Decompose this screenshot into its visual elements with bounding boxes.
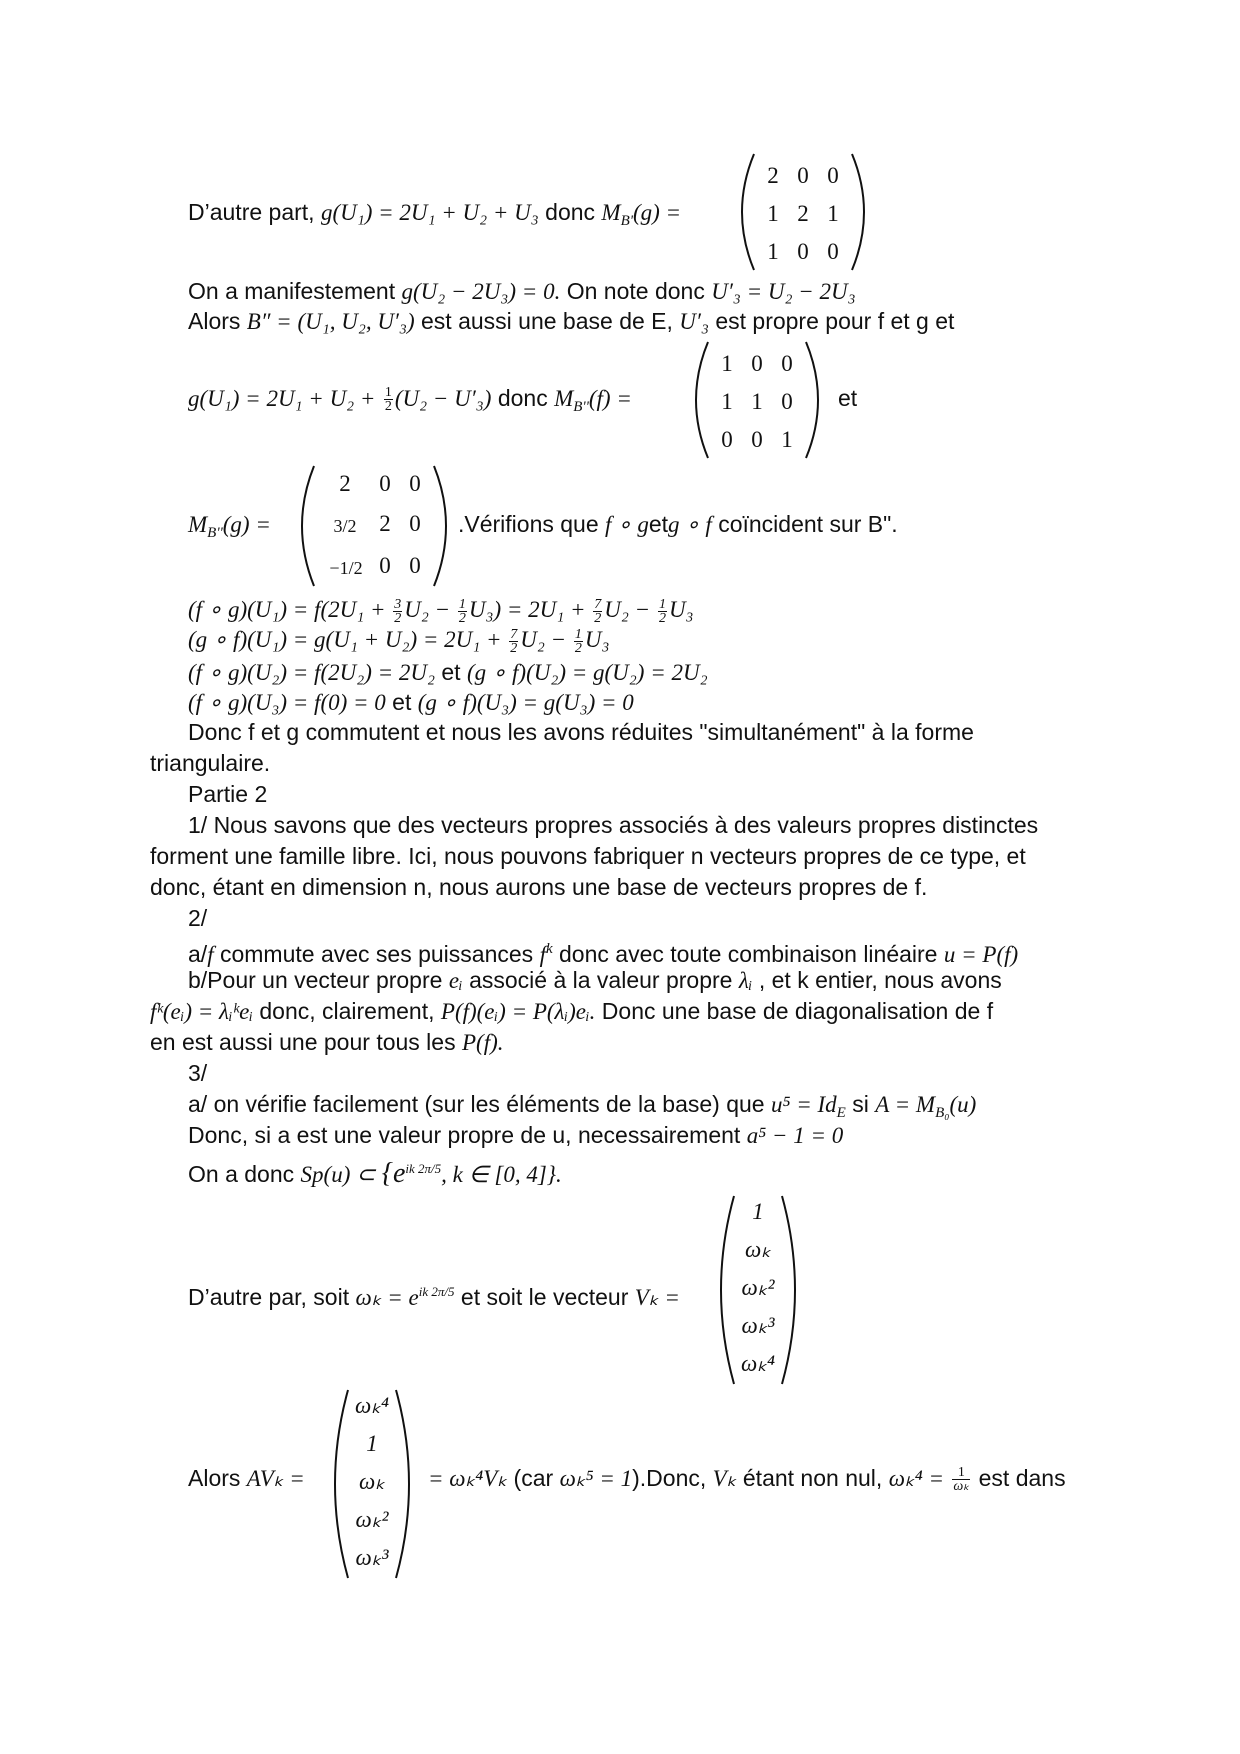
math: ωₖ = e [355,1285,419,1310]
math: (g) = [222,512,271,537]
math: AVₖ = [246,1466,305,1491]
text: est propre pour f et g et [715,308,955,334]
matrix-g-B1 [728,148,878,276]
math: (g) = [632,200,682,225]
math: (f ∘ g)(U₃) = f(0) = 0 [188,690,386,715]
fraction [574,628,583,655]
text: et [648,511,669,537]
item-number: 3/ [188,1060,208,1086]
math-sub: B₀ [935,1105,950,1121]
matrix-cell: 0 [827,163,839,188]
math-sup: ik 2π/5 [418,1284,455,1299]
matrix-f-B2 [682,336,832,464]
line-3d [188,1278,680,1312]
math: U₃) = 2U₁ + [468,597,586,622]
fraction-den: 2 [458,611,466,627]
text: Donc une base de diagonalisation de f [601,998,994,1024]
math: ωₖ⁵ = 1 [559,1466,633,1491]
text: On a manifestement [188,278,396,304]
line-2b-end [150,1028,504,1057]
math-sub: B'' [573,399,589,415]
matrix-cell: 1 [827,201,839,226]
text: .Vérifions que [458,511,599,537]
fraction-num: 7 [594,597,602,613]
text: b/Pour un vecteur propre [188,967,443,993]
text: associé à la valeur propre [469,967,733,993]
fraction-num: 1 [384,385,392,401]
text: a/ on vérifie facilement (sur les éléments de la base) que [188,1091,765,1117]
text: Alors [188,1465,241,1491]
line-2b-cont [150,997,993,1026]
math: Vₖ [712,1466,737,1491]
line-3 [188,307,954,336]
math: P(f)(eᵢ) = P(λᵢ)eᵢ. [440,999,596,1024]
matrix-cell: 3/2 [333,516,357,536]
text: commute avec ses puissances [219,941,534,967]
text: (car [513,1465,554,1491]
vector-AVk [322,1384,422,1584]
fraction-den: ωₖ [953,1479,970,1495]
fraction [952,1466,970,1493]
math: a⁵ − 1 = 0 [746,1123,844,1148]
equation-3 [188,658,708,687]
text: , et k entier, nous avons [758,967,1002,993]
matrix-g-B2 [288,460,460,592]
fraction [658,598,667,625]
line-5-lhs [188,510,271,547]
matrix-cell: 0 [721,427,733,452]
matrix-cell: ωₖ³ [741,1313,775,1338]
matrix-cell: ωₖ² [355,1507,389,1532]
item-number: 2/ [188,905,208,931]
math: ωₖ⁴ = [888,1466,944,1491]
text: Donc, si a est une valeur propre de u, necessairement [188,1122,741,1148]
fraction-den: 2 [658,611,666,627]
math: f [539,942,546,967]
text: On note donc [566,278,705,304]
math: f ∘ g [605,512,649,537]
math-sub: E [836,1105,846,1121]
matrix-cell: 0 [781,351,793,376]
fraction-num: 1 [458,597,466,613]
matrix-cell: 0 [781,389,793,414]
matrix-cell: 2 [379,511,391,536]
math: eᵢ [448,968,463,993]
matrix-cell: 0 [409,553,421,578]
line-2a [188,935,1018,969]
math: g ∘ f [668,512,712,537]
text: D’autre part, [188,199,315,225]
math: g(U₁) = 2U₁ + U₂ + [188,386,376,411]
math: U₂ − [520,627,567,652]
fraction-num: 1 [658,597,666,613]
matrix-cell: ωₖ² [741,1275,775,1300]
text: et [838,385,858,411]
text: D’autre par, soit [188,1284,350,1310]
math: U₂ − [604,597,651,622]
math: M [188,512,208,537]
matrix-cell: 0 [409,511,421,536]
matrix-cell: 2 [767,163,779,188]
fraction-num: 7 [510,627,518,643]
math: u = P(f) [943,942,1019,967]
matrix-cell: 0 [379,471,391,496]
math: (f) = [588,386,632,411]
equation-1 [188,596,694,625]
text: On a donc [188,1161,295,1187]
math: M [601,200,621,225]
text: et soit le vecteur [460,1284,629,1310]
math: fᵏ(eᵢ) = λᵢᵏeᵢ [150,999,253,1024]
math: M [554,386,574,411]
text: est aussi une base de E, [421,308,673,334]
fraction-den: 2 [574,641,582,657]
fraction [393,598,402,625]
math: (U₂ − U′₃) [394,386,492,411]
line-3c [188,1155,562,1189]
equation-4 [188,688,634,717]
section-heading: Partie 2 [188,781,268,807]
matrix-cell: 1 [752,1199,764,1224]
matrix-cell: 0 [751,351,763,376]
equation-2 [188,626,610,655]
fraction-den: 2 [510,641,518,657]
math: = ωₖ⁴Vₖ [428,1466,508,1491]
math: g(U₁) = 2U₁ + U₂ + U₃ [320,200,539,225]
math: f [207,942,214,967]
fraction-den: 2 [384,399,392,415]
math-sub: B' [620,213,633,229]
math: (g ∘ f)(U₂) = g(U₂) = 2U₂ [466,660,708,685]
matrix-cell: ωₖ [744,1237,772,1262]
fraction-den: 2 [394,611,402,627]
matrix-cell: 1 [721,389,733,414]
fraction-num: 3 [394,597,402,613]
fraction [384,386,393,413]
text: si [852,1091,869,1117]
line-3e-lhs [188,1464,305,1493]
math: (g ∘ f)(U₁) = g(U₁ + U₂) = 2U₁ + [188,627,502,652]
math: {e [381,1158,406,1189]
matrix-cell: 0 [379,553,391,578]
math: U′₃ = U₂ − 2U₃ [711,279,856,304]
math: Sp(u) ⊂ [300,1162,376,1187]
line-3e-rhs [428,1464,1066,1493]
matrix-cell: 1 [767,201,779,226]
math: U₂ − [404,597,451,622]
text: coïncident sur B". [718,511,898,537]
math: B″ = (U₁, U₂, U′₃) [246,309,415,334]
math: u⁵ = Id [770,1092,837,1117]
text: donc [545,199,596,225]
math: , k ∈ [0, 4]}. [441,1162,562,1187]
text: ).Donc, [632,1465,707,1491]
line-4-et [838,384,857,412]
matrix-cell: 1 [781,427,793,452]
math: A = M [875,1092,936,1117]
matrix-cell: 0 [797,239,809,264]
text: et [441,659,461,685]
matrix-cell: 2 [797,201,809,226]
matrix-cell: 1 [751,389,763,414]
text: et [392,689,412,715]
math: U₃ [668,597,694,622]
math: (u) [949,1092,977,1117]
matrix-cell: 0 [751,427,763,452]
fraction-den: 2 [594,611,602,627]
matrix-cell: 1 [767,239,779,264]
math: (f ∘ g)(U₂) = f(2U₂) = 2U₂ [188,660,435,685]
matrix-cell: 0 [827,239,839,264]
matrix-cell: 0 [409,471,421,496]
vector-Vk [708,1190,808,1390]
paragraph-line: triangulaire. [150,750,271,776]
paragraph-line: donc, étant en dimension n, nous aurons une base de vecteurs propres de f. [150,874,928,900]
text: donc, clairement, [259,998,435,1024]
matrix-cell: ωₖ⁴ [741,1351,776,1376]
text: Alors [188,308,241,334]
matrix-cell: 1 [366,1431,378,1456]
line-5-text [458,510,898,539]
matrix-cell: ωₖ [358,1469,386,1494]
math: U₃ [584,627,610,652]
paragraph-line: forment une famille libre. Ici, nous pouvons fabriquer n vecteurs propres de ce type, et [150,843,1026,869]
math: λᵢ [738,968,753,993]
line-2 [188,277,856,306]
matrix-cell: 0 [797,163,809,188]
text: en est aussi une pour tous les [150,1029,456,1055]
fraction [509,628,518,655]
math-sub: B'' [207,525,223,541]
text: donc [497,385,548,411]
matrix-cell: ωₖ³ [355,1545,389,1570]
line-1 [188,198,681,235]
paragraph-line: Donc f et g commutent et nous les avons réduites "simultanément" à la forme [188,719,974,745]
math: P(f). [461,1030,504,1055]
matrix-cell: ωₖ⁴ [355,1393,390,1418]
math-sup: ik 2π/5 [405,1161,442,1176]
matrix-cell: −1/2 [329,558,363,578]
text: est dans [978,1465,1066,1491]
math-sup: k [545,941,553,957]
math: Vₖ = [634,1285,680,1310]
matrix-cell: 2 [339,471,351,496]
matrix-cell: 1 [721,351,733,376]
math: U′₃ [679,309,709,334]
fraction-num: 1 [574,627,582,643]
line-3b [188,1121,843,1150]
text: donc avec toute combinaison linéaire [559,941,938,967]
math: g(U₂ − 2U₃) = 0. [401,279,561,304]
text: étant non nul, [742,1465,883,1491]
math: (f ∘ g)(U₁) = f(2U₁ + [188,597,386,622]
fraction-num: 1 [952,1466,970,1480]
paragraph-line: 1/ Nous savons que des vecteurs propres associés à des valeurs propres distinctes [188,812,1039,838]
fraction [593,598,602,625]
line-4 [188,384,632,421]
math: (g ∘ f)(U₃) = g(U₃) = 0 [417,690,634,715]
line-2b [188,966,1002,995]
fraction [458,598,467,625]
text: a/ [188,941,208,967]
